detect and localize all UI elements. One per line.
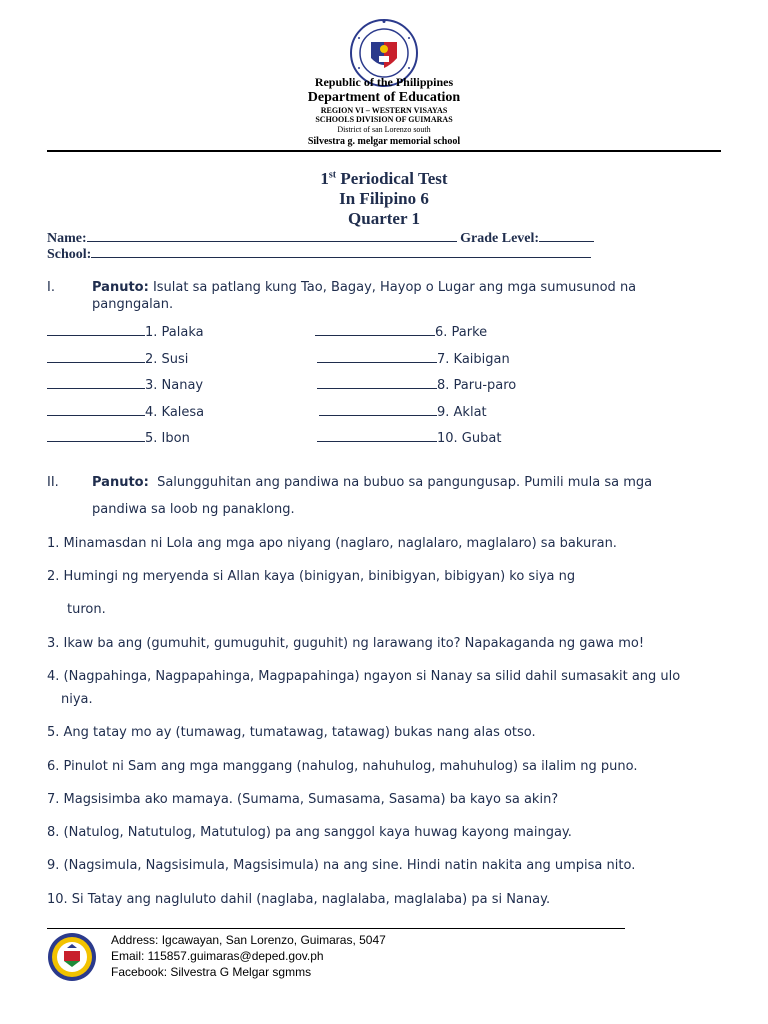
name-label: Name: — [47, 231, 87, 246]
item-5: 5. Ibon — [47, 429, 190, 446]
footer-divider — [47, 928, 625, 929]
part2-panuto-label: Panuto: — [92, 475, 149, 490]
question-2-cont: turon. — [67, 602, 106, 617]
answer-blank[interactable] — [315, 323, 435, 336]
item-9: 9. Aklat — [319, 403, 487, 420]
question-4: 4. (Nagpahinga, Nagpapahinga, Magpapahinga) ngayon si Nanay sa silid dahil sumasakit ang ulo — [47, 669, 681, 684]
quarter-title: Quarter 1 — [348, 209, 420, 228]
question-8: 8. (Natulog, Natutulog, Matutulog) pa ang sanggol kaya huwag kayong maingay. — [47, 825, 572, 840]
answer-blank[interactable] — [319, 403, 437, 416]
answer-blank[interactable] — [47, 323, 145, 336]
part1-panuto-label: Panuto: — [92, 280, 149, 295]
part2-instruction — [92, 475, 652, 490]
name-field[interactable] — [87, 229, 457, 242]
answer-blank[interactable] — [47, 350, 145, 363]
item-6: 6. Parke — [315, 323, 487, 340]
footer-address: Address: Igcawayan, San Lorenzo, Guimaras, 5047 — [111, 933, 386, 947]
question-7: 7. Magsisimba ako mamaya. (Sumama, Sumasama, Sasama) ba kayo sa akin? — [47, 792, 559, 807]
grade-field[interactable] — [539, 229, 594, 242]
item-3: 3. Nanay — [47, 376, 203, 393]
question-5: 5. Ang tatay mo ay (tumawag, tumatawag, tatawag) bukas nang alas otso. — [47, 725, 536, 740]
question-2: 2. Humingi ng meryenda si Allan kaya (binigyan, binibigyan, bibigyan) ko siya ng — [47, 569, 576, 584]
footer-email[interactable]: Email: 115857.guimaras@deped.gov.ph — [111, 949, 324, 963]
school-field[interactable] — [91, 245, 591, 258]
region-text: REGION VI – WESTERN VISAYAS — [320, 106, 448, 115]
answer-blank[interactable] — [47, 403, 145, 416]
grade-label: Grade Level: — [460, 231, 540, 246]
school-label: School: — [47, 247, 92, 262]
question-1: 1. Minamasdan ni Lola ang mga apo niyang (naglaro, naglalaro, maglalaro) sa bakuran. — [47, 536, 617, 551]
item-7: 7. Kaibigan — [317, 350, 510, 367]
test-title: 1st Periodical Test — [320, 169, 448, 188]
division-text: SCHOOLS DIVISION OF GUIMARAS — [315, 115, 453, 124]
school-text: Silvestra g. melgar memorial school — [307, 136, 461, 147]
item-1: 1. Palaka — [47, 323, 204, 340]
question-4-cont: niya. — [61, 692, 93, 707]
answer-blank[interactable] — [317, 376, 437, 389]
department-text: Department of Education — [307, 90, 461, 105]
part1-instruction — [92, 280, 636, 295]
part2-numeral: II. — [47, 475, 59, 490]
item-8: 8. Paru-paro — [317, 376, 516, 393]
part2-instruction-line1: Salungguhitan ang pandiwa na bubuo sa pangungusap. Pumili mula sa mga — [157, 475, 653, 490]
item-4: 4. Kalesa — [47, 403, 204, 420]
school-row — [47, 245, 591, 263]
part1-instruction-line1: Isulat sa patlang kung Tao, Bagay, Hayop o Lugar ang mga sumusunod na — [152, 280, 637, 295]
question-9: 9. (Nagsimula, Nagsisimula, Magsisimula) na ang sine. Hindi natin nakita ang umpisa nito. — [47, 858, 636, 873]
part1-numeral: I. — [47, 280, 55, 295]
answer-blank[interactable] — [47, 429, 145, 442]
part1-instruction-line2: pangngalan. — [92, 297, 174, 312]
answer-blank[interactable] — [317, 350, 437, 363]
subject-title: In Filipino 6 — [339, 189, 429, 208]
header-divider — [47, 150, 721, 152]
republic-text: Republic of the Philippines — [314, 75, 454, 89]
district-text: District of san Lorenzo south — [337, 125, 431, 134]
school-logo — [47, 932, 97, 982]
answer-blank[interactable] — [47, 376, 145, 389]
question-3: 3. Ikaw ba ang (gumuhit, gumuguhit, guguhit) ng larawang ito? Napakaganda ng gawa mo! — [47, 636, 645, 651]
part2-instruction-line2: pandiwa sa loob ng panaklong. — [92, 502, 295, 517]
question-10: 10. Si Tatay ang nagluluto dahil (naglaba, naglalaba, maglalaba) pa si Nanay. — [47, 892, 551, 907]
footer-facebook[interactable]: Facebook: Silvestra G Melgar sgmms — [111, 965, 312, 979]
answer-blank[interactable] — [317, 429, 437, 442]
question-6: 6. Pinulot ni Sam ang mga manggang (nahulog, nahuhulog, mahuhulog) sa ilalim ng puno. — [47, 759, 638, 774]
item-2: 2. Susi — [47, 350, 188, 367]
item-10: 10. Gubat — [317, 429, 501, 446]
